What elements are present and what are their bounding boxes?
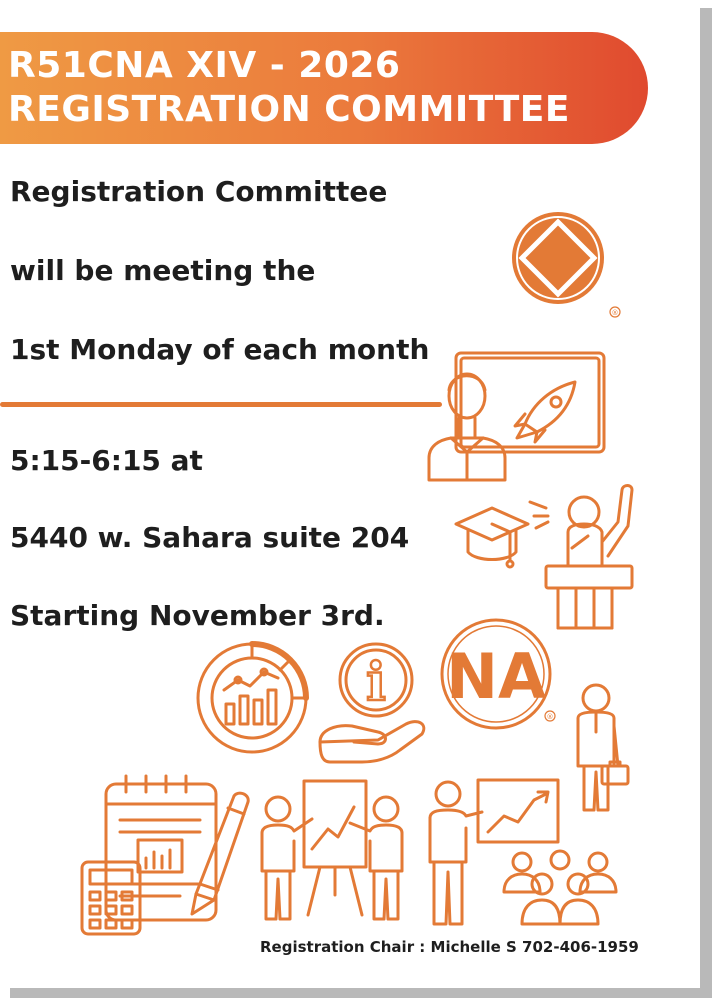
info-icon-letter: i	[366, 652, 386, 713]
title-banner	[0, 32, 648, 144]
na-diamond-logo-icon	[506, 206, 626, 326]
message-line-6: Starting November 3rd.	[10, 599, 385, 632]
message-line-5: 5440 w. Sahara suite 204	[10, 521, 410, 554]
team-at-flipchart-icon	[250, 775, 420, 925]
message-line-2: will be meeting the	[10, 254, 316, 287]
presenter-with-rocket-board-icon	[425, 352, 607, 484]
audience-group-icon	[500, 848, 620, 926]
message-line-1: Registration Committee	[10, 175, 388, 208]
analytics-dashboard-icon	[192, 638, 312, 758]
info-hand-icon	[316, 640, 434, 770]
na-registered-mark: ®	[546, 713, 554, 721]
na-logo-icon	[438, 620, 563, 730]
speaker-at-podium-icon	[528, 482, 638, 632]
title-line-1: R51CNA XIV - 2026	[8, 45, 401, 86]
businessman-with-briefcase-icon	[568, 682, 634, 816]
title-line-2: REGISTRATION COMMITTEE	[8, 89, 570, 130]
registration-chair-contact: Registration Chair : Michelle S 702-406-1959	[260, 938, 639, 956]
na-logo-text: NA	[446, 640, 546, 713]
graduation-cap-icon	[452, 500, 532, 580]
calculator-icon	[80, 860, 144, 936]
divider-line	[0, 402, 442, 407]
message-line-3: 1st Monday of each month	[10, 333, 430, 366]
message-line-4: 5:15-6:15 at	[10, 444, 203, 477]
registered-mark: ®	[611, 309, 619, 317]
